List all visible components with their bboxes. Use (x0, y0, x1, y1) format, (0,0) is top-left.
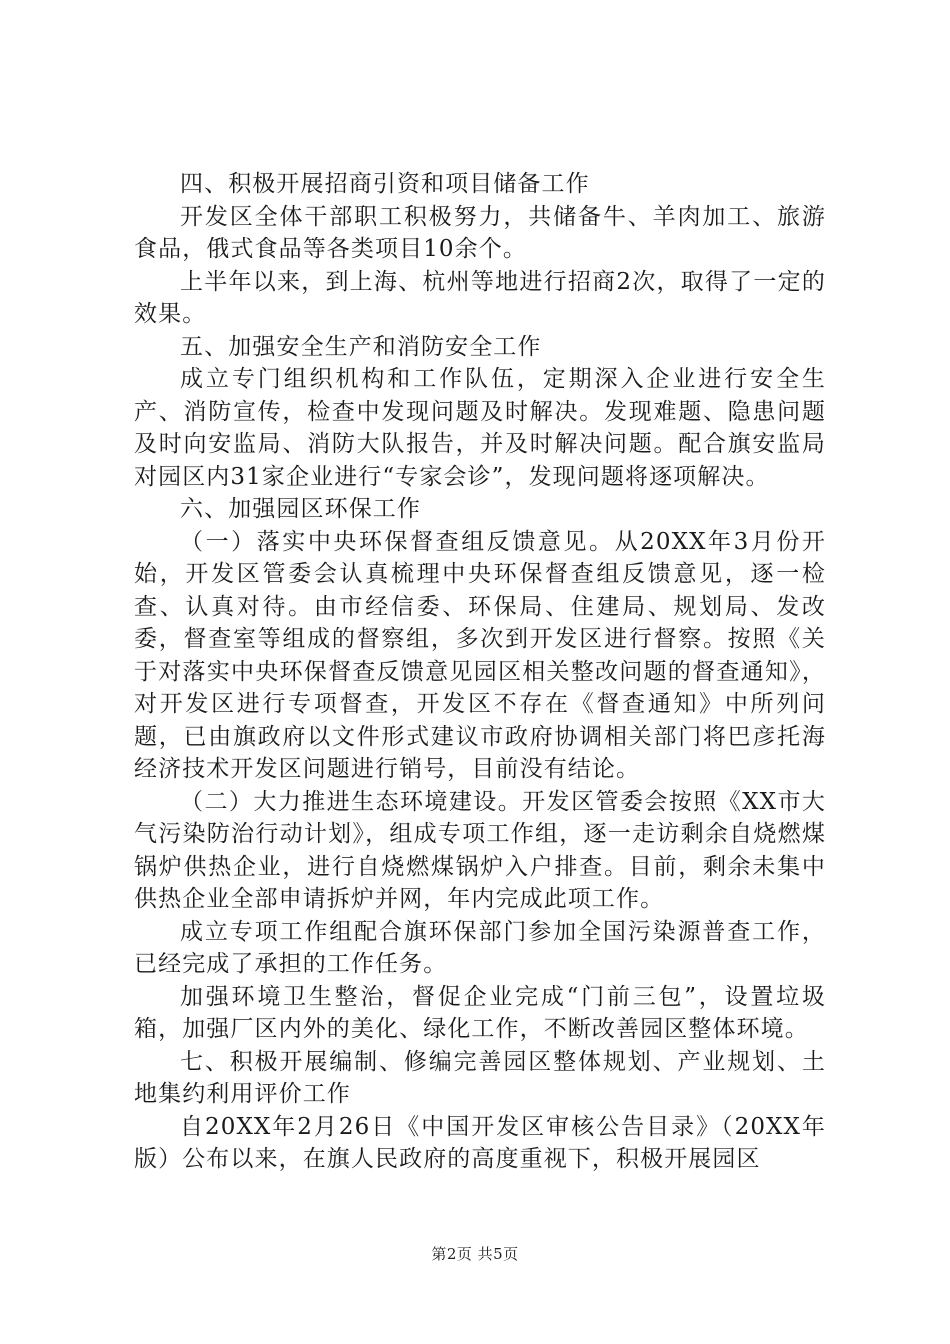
section-heading-6: 六、加强园区环保工作 (180, 496, 421, 522)
paragraph: 成立专门组织机构和工作队伍，定期深入企业进行安全生产、消防宣传，检查中发现问题及时解决。发现难题、隐患问题及时向安监局、消防大队报告，并及时解决问题。配合旗安监局对园区内31家企业进行“专家会诊”，发现问题将逐项解决。 (134, 366, 826, 490)
paragraph: （二）大力推进生态环境建设。开发区管委会按照《XX市大气污染防治行动计划》，组成专项工作组，逐一走访剩余自烧燃煤锅炉供热企业，进行自烧燃煤锅炉入户排查。目前，剩余未集中供热企业全部申请拆炉并网，年内完成此项工作。 (134, 788, 826, 912)
paragraph: 加强环境卫生整治，督促企业完成“门前三包”，设置垃圾箱，加强厂区内外的美化、绿化工作，不断改善园区整体环境。 (134, 983, 826, 1042)
paragraph: 自20XX年2月26日《中国开发区审核公告目录》（20XX年版）公布以来，在旗人民政府的高度重视下，积极开展园区 (134, 1113, 826, 1172)
section-heading-7: 七、积极开展编制、修编完善园区整体规划、产业规划、土地集约利用评价工作 (134, 1048, 826, 1107)
paragraph: 上半年以来，到上海、杭州等地进行招商2次，取得了一定的效果。 (134, 268, 826, 327)
paragraph: （一）落实中央环保督查组反馈意见。从20XX年3月份开始，开发区管委会认真梳理中央环保督查组反馈意见，逐一检查、认真对待。由市经信委、环保局、住建局、规划局、发改委，督查室等组成的督察组，多次到开发区进行督察。按照《关于对落实中央环保督查反馈意见园区相关整改问题的督查通知》，对开发区进行专项督查，开发区不存在《督查通知》中所列问题，已由旗政府以文件形式建议市政府协调相关部门将巴彦托海经济技术开发区问题进行销号，目前没有结论。 (134, 528, 826, 782)
document-body (134, 168, 826, 1176)
page-number-footer: 第2页 共5页 (431, 1245, 519, 1263)
section-heading-4: 四、积极开展招商引资和项目储备工作 (180, 171, 590, 197)
paragraph: 开发区全体干部职工积极努力，共储备牛、羊肉加工、旅游食品，俄式食品等各类项目10余个。 (134, 203, 826, 262)
paragraph: 成立专项工作组配合旗环保部门参加全国污染源普查工作，已经完成了承担的工作任务。 (134, 918, 826, 977)
section-heading-5: 五、加强安全生产和消防安全工作 (180, 333, 542, 360)
